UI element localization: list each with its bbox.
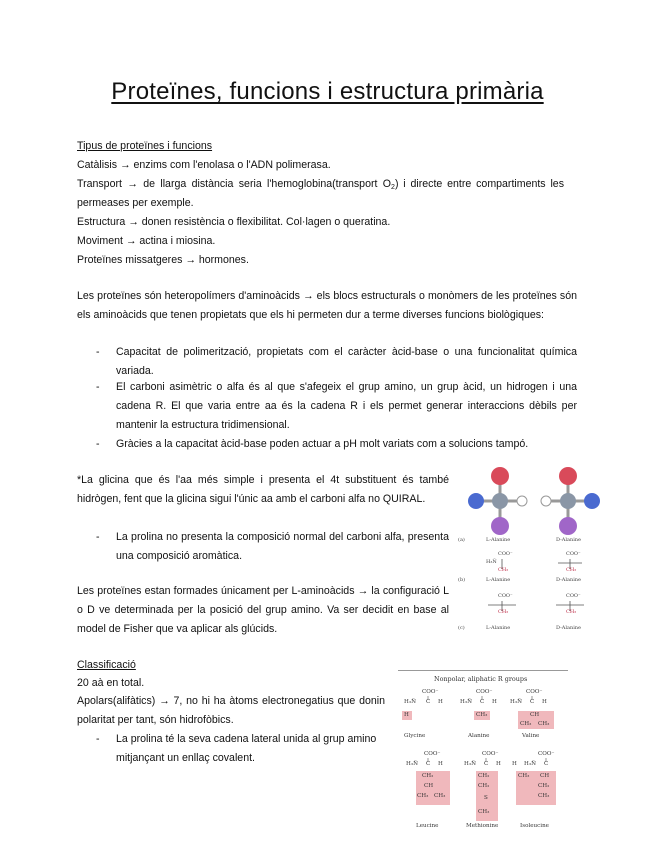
coo-label: COO⁻ (526, 689, 543, 695)
ch2-r-group: CH₂ (538, 783, 550, 789)
ch3-label: CH₃ (498, 567, 509, 573)
figure-heading: Nonpolar, aliphatic R groups (434, 675, 528, 683)
ch3-r-group: CH₃ (518, 773, 530, 779)
l-alanine-label: L-Alanine (486, 537, 511, 543)
ch-r-group: CH (540, 773, 550, 779)
transport-text-b: ) i directe entre compartiments les (394, 178, 564, 190)
bullet-dash: - (96, 733, 100, 745)
ch3-r-group: CH₃ (520, 721, 532, 727)
h-label: H (512, 761, 517, 767)
line-total: 20 aà en total. (77, 677, 145, 689)
alpha-carbon (560, 493, 576, 509)
label-c: (c) (458, 625, 465, 631)
transport-subscript: 2 (391, 184, 395, 191)
bullet-tampo: Gràcies a la capacitat àcid-base poden actuar a pH molt variats com a solucions tampó. (116, 438, 529, 450)
label-b: (b) (458, 577, 466, 583)
fischer-lines-c (458, 597, 618, 627)
section-heading-classificacio: Classificació (77, 659, 136, 671)
glycine-name: Glycine (404, 733, 426, 739)
bullet-prolina-covalent: La prolina té la seva cadena lateral unida al grup amino mitjançant un enllaç covalent. (116, 733, 377, 764)
h-atom (541, 496, 551, 506)
coo-label: COO⁻ (538, 751, 555, 757)
ch3-r-group: CH₃ (538, 721, 550, 727)
bullet-prolina-aromatica: La prolina no presenta la composició normal del carboni alfa, presenta una composició aromàtica. (116, 531, 449, 562)
ch3-r-group: CH₃ (417, 793, 429, 799)
s-r-group: S (484, 795, 488, 801)
c-label: C (426, 761, 431, 767)
h3n-label: H₃N̈ (460, 699, 473, 705)
h3n-label: H₃N̈ (406, 761, 419, 767)
alanine-name: Alanine (468, 733, 490, 739)
ch2-r-group: CH₂ (478, 783, 490, 789)
h-label: H (496, 761, 501, 767)
nh3-label: H₃N̈ (486, 559, 497, 565)
coo-label: COO⁻ (476, 689, 493, 695)
c-label: C (484, 761, 489, 767)
l-alanine-model (468, 467, 527, 535)
h3n-label: H₃N̈ (464, 761, 477, 767)
line-estructura: Estructura → donen resistència o flexibilitat. Col·lagen o queratina. (77, 216, 391, 228)
ch3-r-group: CH₃ (478, 809, 490, 815)
h3n-label: H₃N̈ (524, 761, 537, 767)
coo-label: COO⁻ (482, 751, 499, 757)
h-label: H (492, 699, 497, 705)
figure-nonpolar-r-groups (398, 670, 568, 836)
methionine-name: Methionine (466, 823, 499, 829)
c-label: C (530, 699, 535, 705)
ch3-label: CH₃ (498, 609, 509, 615)
bullet-dash: - (96, 438, 100, 450)
coo-label: COO⁻ (498, 551, 513, 557)
figure-alanine-enantiomers (458, 463, 618, 643)
bullet-carboni-alfa: El carboni asimètric o alfa és al que s'afegeix el grup amino, un grup àcid, un hidrogen i una cadena R. El que varia entre aa és la cadena R i els permet generar interaccions dèbils per mantenir la estructura tridimensional. (116, 381, 577, 431)
ch3-r-group: CH₃ (434, 793, 446, 799)
paragraph-apolars: Apolars(alifàtics) → 7, no hi ha àtoms electronegatius que donin polaritat per tant, són hidrofòbics. (77, 695, 385, 726)
h-atom (517, 496, 527, 506)
leucine-name: Leucine (416, 823, 439, 829)
nh3-atom (584, 493, 600, 509)
line-transport-cont: permeases per exemple. (77, 197, 194, 209)
bullet-dash: - (96, 531, 100, 543)
line-missatgeres: Proteïnes missatgeres → hormones. (77, 254, 249, 266)
ch-r-group: CH (530, 712, 540, 718)
h-label: H (542, 699, 547, 705)
bullet-polimeritzacio: Capacitat de polimerització, propietats com el caràcter àcid-base o una funcionalitat química variada. (116, 346, 577, 377)
ch3-label: CH₃ (566, 609, 577, 615)
d-alanine-label: D-Alanine (556, 625, 581, 631)
c-label: C (480, 699, 485, 705)
ch-r-group: CH (424, 783, 434, 789)
coo-atom (491, 467, 509, 485)
alpha-carbon (492, 493, 508, 509)
l-alanine-label: L-Alanine (486, 577, 511, 583)
c-label: C (426, 699, 431, 705)
valine-name: Valine (522, 733, 540, 739)
d-alanine-label: D-Alanine (556, 577, 581, 583)
line-catalisi: Catàlisis → enzims com l'enolasa o l'ADN polimerasa. (77, 159, 331, 171)
line-transport (77, 175, 577, 194)
ch3-atom (559, 517, 577, 535)
ch2-r-group: CH₂ (422, 773, 434, 779)
ch3-atom (491, 517, 509, 535)
c-label: C (544, 761, 549, 767)
d-alanine-label: D-Alanine (556, 537, 581, 543)
ch3-label: CH₃ (566, 567, 577, 573)
h3n-label: H₃N̈ (510, 699, 523, 705)
ch3-r-group: CH₃ (538, 793, 550, 799)
coo-label: COO⁻ (422, 689, 439, 695)
h-label: H (438, 761, 443, 767)
page-title: Proteïnes, funcions i estructura primària (111, 78, 544, 105)
line-moviment: Moviment → actina i miosina. (77, 235, 216, 247)
h-r-group: H (404, 712, 409, 718)
coo-label: COO⁻ (566, 551, 581, 557)
coo-label: COO⁻ (498, 593, 513, 599)
isoleucine-name: Isoleucine (520, 823, 549, 829)
ch2-r-group: CH₂ (478, 773, 490, 779)
nh3-atom (468, 493, 484, 509)
coo-label: COO⁻ (566, 593, 581, 599)
d-alanine-model (541, 467, 600, 535)
paragraph-l-aminoacids: Les proteïnes estan formades únicament per L-aminoàcids → la configuració L o D ve determinada per la posició del grup amino. Va ser decidit en base al model de Fisher que va aplicar als glúcids. (77, 585, 449, 635)
label-a: (a) (458, 537, 465, 543)
bullet-dash: - (96, 346, 100, 358)
fischer-lines (458, 555, 618, 585)
section-heading-tipus: Tipus de proteïnes i funcions (77, 140, 213, 152)
coo-label: COO⁻ (424, 751, 441, 757)
transport-text-a: Transport → de llarga distància seria l'hemoglobina(transport O (77, 178, 392, 190)
h-label: H (438, 699, 443, 705)
paragraph-heteropolimers: Les proteïnes són heteropolímers d'aminoàcids → els blocs estructurals o monòmers de les proteïnes són els aminoàcids que tenen propietats que els hi permeten dur a terme diverses funcions biològiques: (77, 290, 577, 321)
h3n-label: H₃N̈ (404, 699, 417, 705)
bullet-dash: - (96, 381, 100, 393)
ball-stick-models (458, 463, 618, 543)
coo-atom (559, 467, 577, 485)
paragraph-glicina: *La glicina que és l'aa més simple i presenta el 4t substituent és també hidrògen, fent que la glicina sigui l'únic aa amb el carboni alfa no QUIRAL. (77, 474, 449, 505)
ch3-r-group: CH₃ (476, 712, 488, 718)
l-alanine-label: L-Alanine (486, 625, 511, 631)
